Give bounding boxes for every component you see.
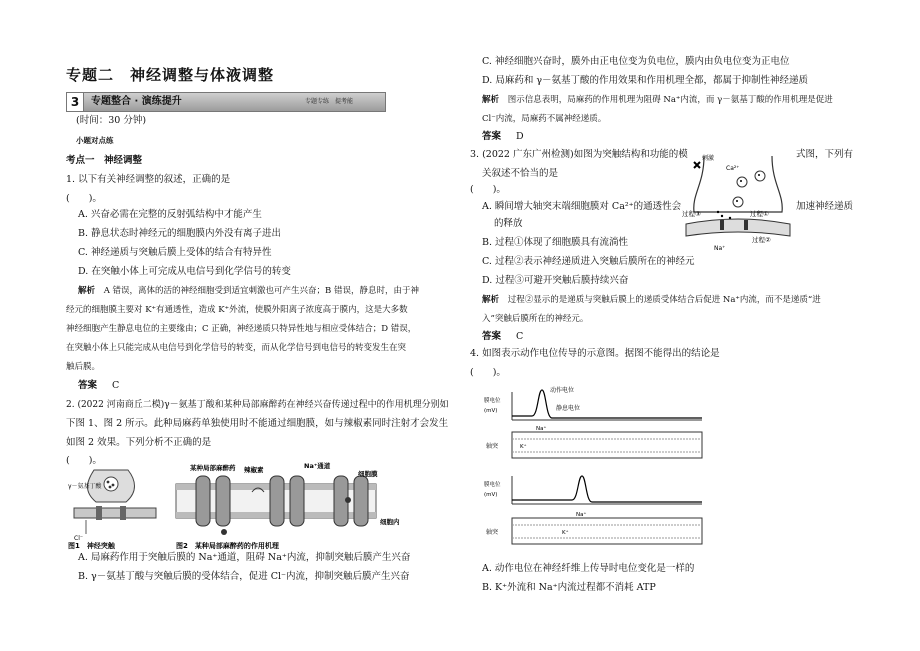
section-small-title: 小题对点练 — [76, 136, 114, 145]
label-anesthetic: 某种局部麻醉药 — [190, 464, 236, 472]
label-process-1: 过程① — [750, 210, 769, 218]
label-inside: 细胞内 — [380, 518, 400, 526]
label-na-1: Na⁺ — [536, 426, 547, 432]
q3-option-b: B. 过程①体现了细胞膜具有流淌性 — [482, 237, 629, 248]
banner-label: 专题整合 · 演练提升 — [91, 96, 182, 107]
fig1-caption: 图1 神经突触 — [68, 542, 115, 550]
q4-paren: ( )。 — [470, 367, 506, 378]
q3-option-a-cont: 的释放 — [494, 218, 523, 229]
q1-analysis-line-2: 经元的细胞膜主要对 K⁺有通透性，造成 K⁺外流，使膜外阳离子浓度高于膜内，这是大多数 — [66, 305, 408, 315]
label-na-2: Na⁺ — [576, 512, 587, 518]
q2-answer-label: 答案 — [482, 131, 502, 142]
banner-right-label: 专题专练 提考能 — [304, 98, 353, 105]
q1-option-c: C. 神经递质与突触后膜上受体的结合有特异性 — [78, 247, 272, 258]
q3-paren: ( )。 — [470, 184, 506, 195]
q3-option-d: D. 过程③可避开突触后膜持续兴奋 — [482, 275, 629, 286]
q2-analysis-line-2: Cl⁻内流，局麻药不属神经递质。 — [482, 114, 607, 124]
q1-option-b: B. 静息状态时神经元的细胞膜内外没有离子进出 — [78, 228, 282, 239]
label-membrane: 细胞膜 — [358, 470, 378, 478]
q1-analysis-line-1: A 错误，离体的活的神经细胞受到适宜刺激也可产生兴奋；B 错误，静息时，由于神 — [103, 286, 420, 296]
label-mv-1: (mV) — [484, 408, 498, 414]
q4-option-b: B. K⁺外流和 Na⁺内流过程都不消耗 ATP — [482, 582, 656, 593]
q1-analysis-line-5: 触后膜。 — [66, 362, 101, 372]
q2-stem-line-2: 下图 1、图 2 所示。此种局麻药单独使用时不能通过细胞膜，如与辣椒素同时注射才会发生 — [66, 418, 449, 429]
q1-option-a: A. 兴奋必需在完整的反射弧结构中才能产生 — [78, 209, 262, 220]
anesthetic-figure-2 — [176, 476, 376, 535]
q3-stem-a: 3. (2022 广东广州检测)如图为突触结构和功能的模 — [470, 149, 688, 160]
q3-option-c: C. 过程②表示神经递质进入突触后膜所在的神经元 — [482, 256, 695, 267]
q3-answer-label: 答案 — [482, 331, 502, 342]
q3-analysis-line-1: 过程②显示的是递质与突触后膜上的递质受体结合后促进 Na⁺内流，而不是递质“进 — [507, 295, 821, 305]
q1-answer-label: 答案 — [78, 380, 98, 391]
page-title: 专题二 神经调整与体液调整 — [66, 66, 275, 84]
q3-synapse-figure — [682, 154, 794, 252]
q2-paren: ( )。 — [66, 455, 102, 466]
banner-number: 3 — [67, 93, 84, 111]
label-capsaicin: 辣椒素 — [244, 466, 264, 474]
time-limit: (时间：30 分钟) — [76, 115, 147, 126]
q3-stem-c: 关叙述不恰当的是 — [482, 168, 559, 179]
q1-paren: ( )。 — [66, 193, 102, 204]
q2-stem-line-3: 如图 2 效果。下列分析不正确的是 — [66, 437, 212, 448]
q2-stem-line-1: 2. (2022 河南商丘二模)γ－氨基丁酸和某种局部麻醉药在神经兴奋传递过程中的作用机理分别如 — [66, 400, 449, 410]
label-cl: Cl⁻ — [74, 535, 84, 542]
label-axon-1: 轴突 — [486, 443, 499, 450]
q1-option-d: D. 在突触小体上可完成从电信号到化学信号的转变 — [78, 266, 291, 277]
q1-stem: 1. 以下有关神经调整的叙述，正确的是 — [66, 174, 231, 185]
synapse-figure-1 — [74, 470, 156, 534]
label-membrane-potential-2: 膜电位 — [484, 482, 501, 488]
q2-answer: D — [516, 131, 524, 142]
label-gaba: γ－氨基丁酸 — [68, 483, 102, 490]
label-resting-potential: 静息电位 — [556, 405, 581, 412]
q2-figure — [66, 462, 416, 550]
label-axon-2: 轴突 — [486, 529, 499, 536]
q1-analysis-line-4: 在突触小体上只能完成从电信号到化学信号的转变，而从化学信号到电信号的转变发生在突 — [66, 343, 407, 353]
section-heading: 考点一 神经调整 — [66, 155, 143, 166]
q2-analysis-label: 解析 — [482, 95, 500, 105]
q3-stem-b: 式图，下列有 — [796, 149, 854, 160]
q1-analysis-label: 解析 — [78, 286, 96, 296]
label-process-3: 过程③ — [682, 210, 701, 218]
label-na: Na⁺ — [714, 245, 726, 252]
q4-action-potential-figure — [482, 384, 712, 556]
label-k-2: K⁺ — [562, 530, 569, 536]
label-k-1: K⁺ — [520, 444, 527, 450]
label-action-potential: 动作电位 — [550, 387, 575, 394]
q4-stem: 4. 如图表示动作电位传导的示意图。据图不能得出的结论是 — [470, 348, 720, 359]
q2-option-d: D. 局麻药和 γ－氨基丁酸的作用效果和作用机理全都，都属于抑制性神经递质 — [482, 75, 809, 86]
q3-answer: C — [516, 331, 524, 342]
label-ca: Ca²⁺ — [726, 165, 740, 172]
q3-option-a: A. 瞬间增大轴突末端细胞膜对 Ca²⁺的通透性会 — [482, 201, 682, 212]
label-mv-2: (mV) — [484, 492, 498, 498]
label-stimulus: 刺激 — [702, 155, 715, 162]
q4-option-a: A. 动作电位在神经纤维上传导时电位变化是一样的 — [482, 563, 695, 574]
q3-analysis-line-2: 入”突触后膜所在的神经元。 — [482, 314, 589, 324]
q3-option-a-tail: 加速神经递质 — [796, 201, 854, 212]
q2-option-a: A. 局麻药作用于突触后膜的 Na⁺通道，阻碍 Na⁺内流，抑制突触后膜产生兴奋 — [78, 552, 411, 563]
fig2-caption: 图2 某种局部麻醉药的作用机理 — [176, 542, 279, 550]
q1-answer: C — [112, 380, 120, 391]
q1-analysis-line-3: 神经细胞产生静息电位的主要缘由；C 正确，神经递质只特异性地与相应受体结合；D 错误， — [66, 324, 417, 334]
label-process-2: 过程② — [752, 236, 771, 244]
q3-analysis-label: 解析 — [482, 295, 500, 305]
label-na-channel: Na⁺通道 — [304, 462, 331, 470]
label-membrane-potential-1: 膜电位 — [484, 398, 501, 404]
q2-option-c: C. 神经细胞兴奋时，膜外由正电位变为负电位，膜内由负电位变为正电位 — [482, 56, 790, 67]
q2-analysis-line-1: 图示信息表明，局麻药的作用机理为阻碍 Na⁺内流，而 γ－氨基丁酸的作用机理是促进 — [507, 95, 833, 105]
q2-option-b: B. γ－氨基丁酸与突触后膜的受体结合，促进 Cl⁻内流，抑制突触后膜产生兴奋 — [78, 571, 410, 582]
section-banner — [66, 92, 386, 112]
